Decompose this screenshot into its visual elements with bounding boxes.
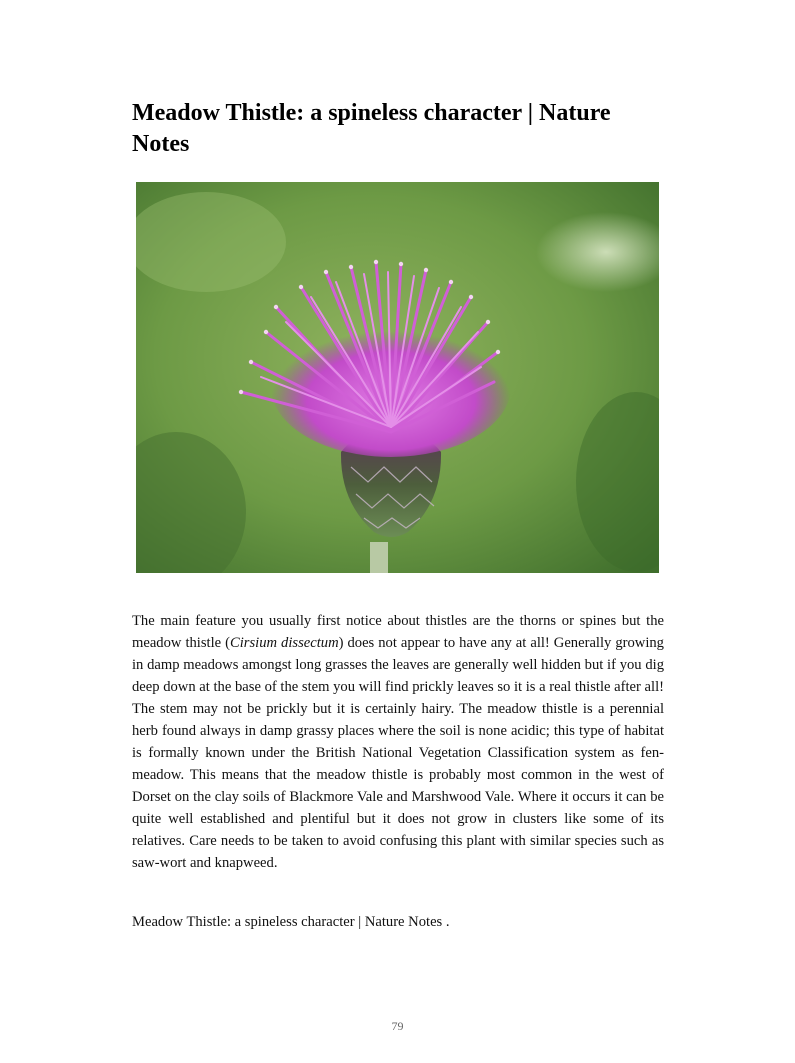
meadow-thistle-image [136,182,659,573]
thistle-photo [136,182,659,573]
body-text-part1: The main feature you usually first notice about thistles are the thorns or spines but the meadow thistle ( [132,613,664,651]
source-caption: Meadow Thistle: a spineless character | Nature Notes . [132,914,450,930]
page-title: Meadow Thistle: a spineless character | Nature Notes [132,100,611,157]
page-number: 79 [391,1019,404,1033]
article-body [132,610,664,874]
species-name: Cirsium dissectum [230,635,339,651]
body-text-part2: ) does not appear to have any at all! Generally growing in damp meadows amongst long grasses the leaves are generally well hidden but if you dig deep down at the base of the stem you will find prickly leaves so it is a real thistle after all! The stem may not be prickly but it is certainly hairy. The meadow thistle is a perennial herb found always in damp grassy places where the soil is none acidic; this type of habitat is formally known under the British National Vegetation Classification system as fen-meadow. This means that the meadow thistle is probably most common in the west of Dorset on the clay soils of Blackmore Vale and Marshwood Vale. Where it occurs it can be quite well established and plentiful but it does not grow in clusters like some of its relatives. Care needs to be taken to avoid confusing this plant with similar species such as saw-wort and knapweed. [132,635,664,871]
